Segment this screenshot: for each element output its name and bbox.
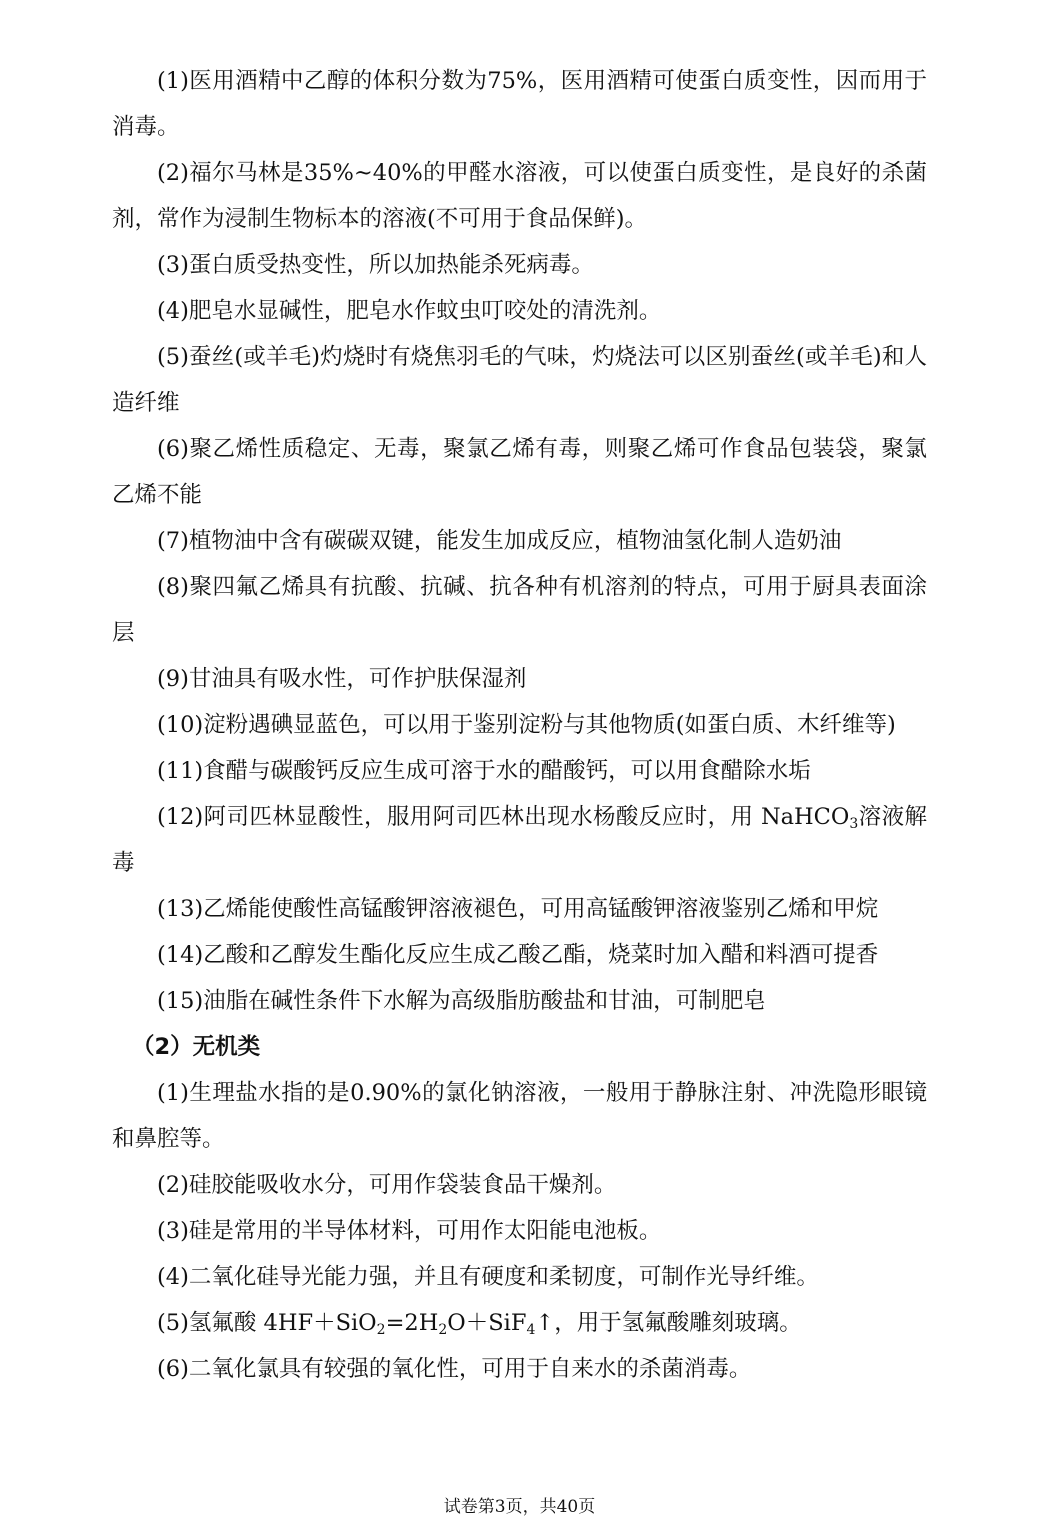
- hf-equation-sub-1: 2: [376, 1322, 386, 1338]
- organic-item-1: (1)医用酒精中乙醇的体积分数为75%，医用酒精可使蛋白质变性，因而用于消毒。: [112, 68, 927, 140]
- hf-equation-part-3: O＋SiF: [447, 1310, 527, 1336]
- organic-item-15: (15)油脂在碱性条件下水解为高级脂肪酸盐和甘油，可制肥皂: [157, 988, 766, 1014]
- inorganic-item-4: (4)二氧化硅导光能力强，并且有硬度和柔韧度，可制作光导纤维。: [157, 1264, 819, 1290]
- organic-item-12-text-b: 溶液解毒: [112, 804, 927, 876]
- organic-item-8: (8)聚四氟乙烯具有抗酸、抗碱、抗各种有机溶剂的特点，可用于厨具表面涂层: [112, 574, 927, 646]
- organic-item-13: (13)乙烯能使酸性高锰酸钾溶液褪色，可用高锰酸钾溶液鉴别乙烯和甲烷: [157, 896, 879, 922]
- inorganic-item-3: (3)硅是常用的半导体材料，可用作太阳能电池板。: [157, 1218, 662, 1244]
- organic-item-10: (10)淀粉遇碘显蓝色，可以用于鉴别淀粉与其他物质(如蛋白质、木纤维等): [157, 712, 896, 738]
- inorganic-item-1: (1)生理盐水指的是0.90%的氯化钠溶液，一般用于静脉注射、冲洗隐形眼镜和鼻腔等。: [112, 1080, 927, 1152]
- document-body: [112, 58, 927, 1392]
- organic-item-5: (5)蚕丝(或羊毛)灼烧时有烧焦羽毛的气味，灼烧法可以区别蚕丝(或羊毛)和人造纤维: [112, 344, 927, 416]
- hf-equation-part-2: =2H: [385, 1310, 439, 1336]
- organic-item-2: (2)福尔马林是35%~40%的甲醛水溶液，可以使蛋白质变性，是良好的杀菌剂，常作为浸制生物标本的溶液(不可用于食品保鲜)。: [112, 160, 927, 232]
- organic-item-6: (6)聚乙烯性质稳定、无毒，聚氯乙烯有毒，则聚乙烯可作食品包装袋，聚氯乙烯不能: [112, 436, 927, 508]
- hf-equation-sub-3: 4: [526, 1322, 536, 1338]
- organic-item-3: (3)蛋白质受热变性，所以加热能杀死病毒。: [157, 252, 594, 278]
- hf-equation-sub-2: 2: [438, 1322, 448, 1338]
- organic-item-11: (11)食醋与碳酸钙反应生成可溶于水的醋酸钙，可以用食醋除水垢: [157, 758, 811, 784]
- organic-item-12-subscript: 3: [849, 816, 859, 832]
- organic-item-12: [112, 794, 927, 886]
- organic-item-12-text-a: (12)阿司匹林显酸性，服用阿司匹林出现水杨酸反应时，用 NaHCO: [157, 804, 850, 830]
- inorganic-item-6: (6)二氧化氯具有较强的氧化性，可用于自来水的杀菌消毒。: [157, 1356, 752, 1382]
- organic-item-4: (4)肥皂水显碱性，肥皂水作蚊虫叮咬处的清洗剂。: [157, 298, 662, 324]
- page-footer: 试卷第3页，共40页: [443, 1497, 596, 1517]
- inorganic-item-5: [112, 1300, 927, 1346]
- organic-item-7: (7)植物油中含有碳碳双键，能发生加成反应，植物油氢化制人造奶油: [157, 528, 842, 554]
- section-heading-inorganic: （2）无机类: [132, 1034, 261, 1060]
- hf-equation-part-1: (5)氢氟酸 4HF＋SiO: [157, 1310, 377, 1336]
- hf-equation-part-4: ↑，用于氢氟酸雕刻玻璃。: [535, 1310, 802, 1336]
- organic-item-9: (9)甘油具有吸水性，可作护肤保湿剂: [157, 666, 527, 692]
- inorganic-item-2: (2)硅胶能吸收水分，可用作袋装食品干燥剂。: [157, 1172, 617, 1198]
- organic-item-14: (14)乙酸和乙醇发生酯化反应生成乙酸乙酯，烧菜时加入醋和料酒可提香: [157, 942, 879, 968]
